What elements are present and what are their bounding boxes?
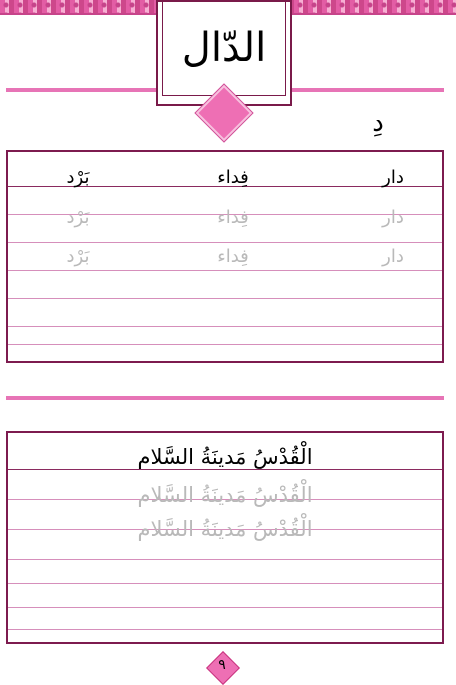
trace-word: دار [382,207,404,228]
writing-line [8,607,442,608]
section-divider-rule [6,396,444,400]
letter-sample: دِ [372,108,384,138]
writing-line [8,469,442,470]
trace-word: بَرْد [66,246,90,267]
writing-line [8,629,442,630]
title-frame [162,0,286,96]
model-sentence: الْقُدْسُ مَدينَةُ السَّلام [137,445,313,469]
writing-line [8,583,442,584]
model-word: بَرْد [66,167,90,188]
writing-line [8,270,442,271]
page-number-badge [207,652,237,682]
trace-sentence: الْقُدْسُ مَدينَةُ السَّلام [137,483,313,507]
trace-word: فِداء [217,207,249,228]
trace-word: فِداء [217,246,249,267]
page-title: الدّال [181,24,267,71]
page-number: ٩ [218,657,226,673]
trace-word: بَرْد [66,207,90,228]
sentence-practice-box [6,431,444,644]
writing-line [8,344,442,345]
words-practice-box [6,150,444,363]
trace-sentence: الْقُدْسُ مَدينَةُ السَّلام [137,517,313,541]
writing-line [8,559,442,560]
model-word: دار [382,167,404,188]
model-word: فِداء [217,167,249,188]
writing-line [8,326,442,327]
writing-line [8,298,442,299]
trace-word: دار [382,246,404,267]
writing-line [8,242,442,243]
